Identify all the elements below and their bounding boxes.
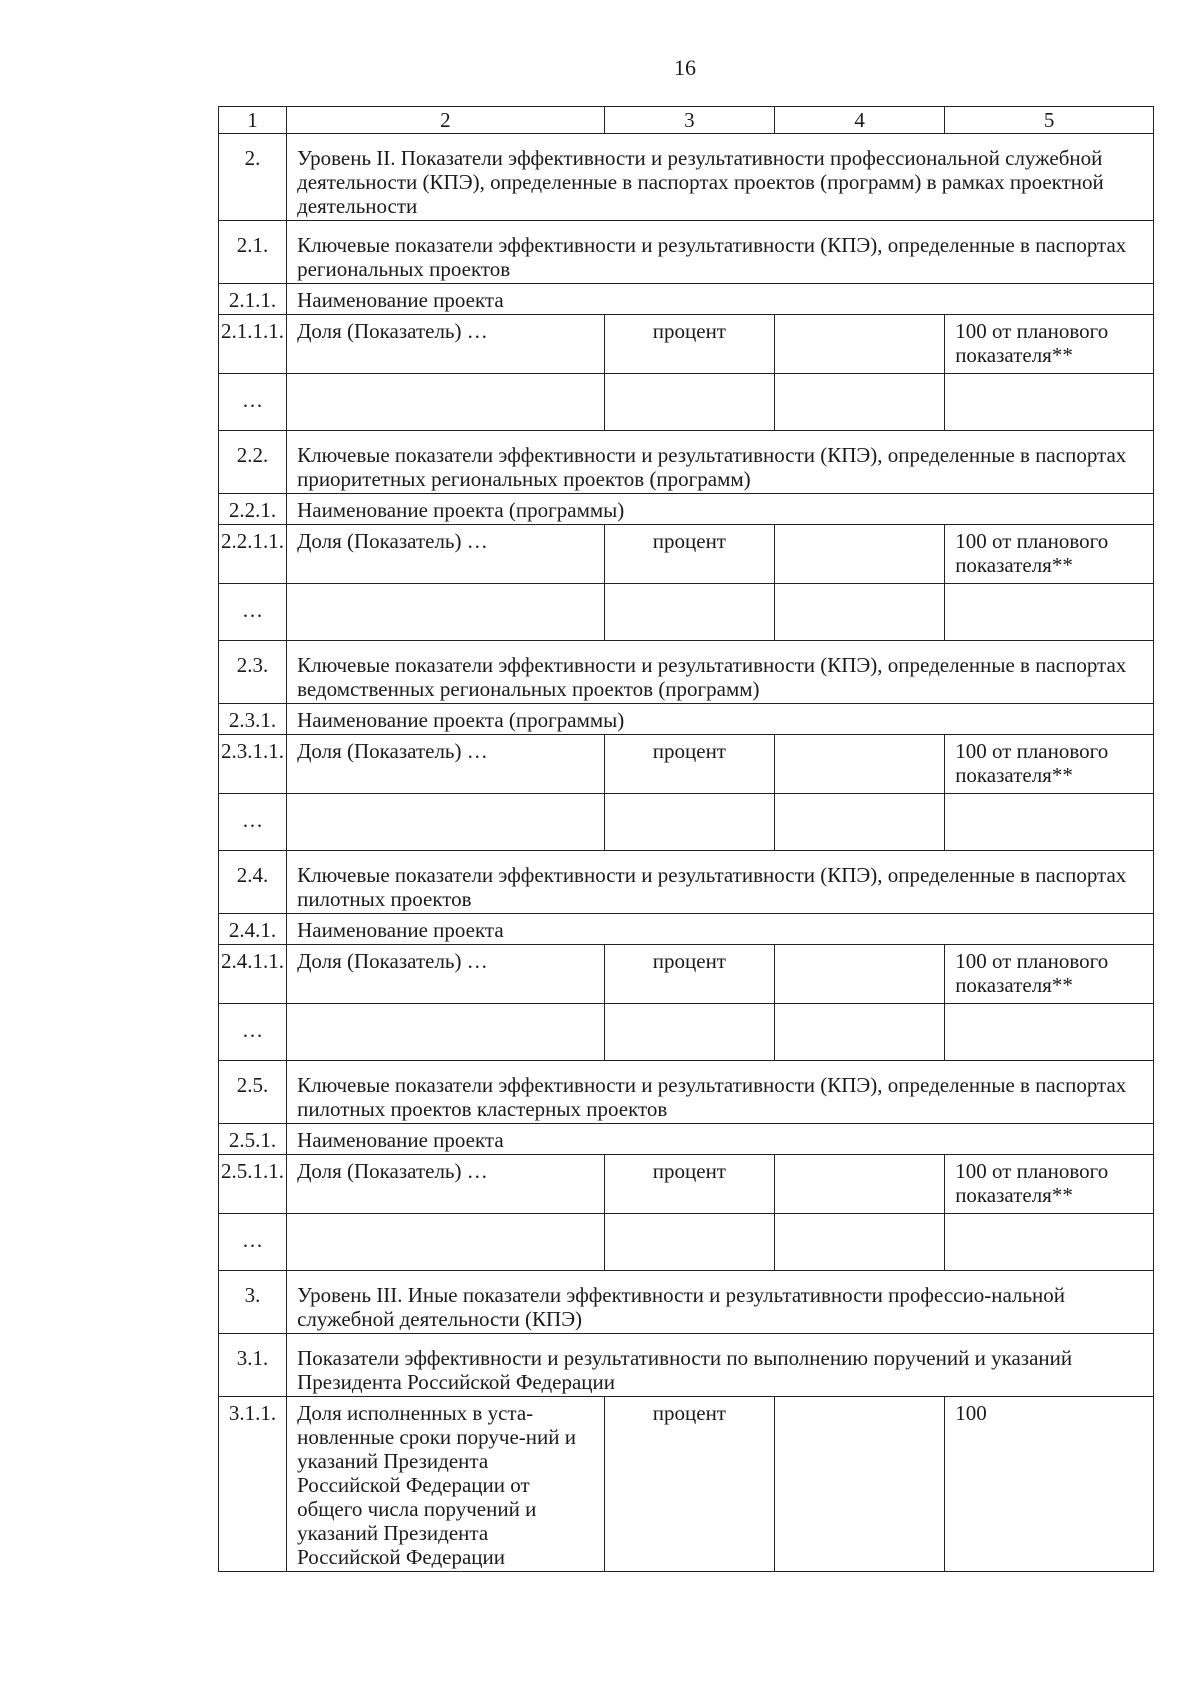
indicator-base-value <box>774 735 944 794</box>
empty-row <box>219 1004 1154 1061</box>
indicator-unit: процент <box>604 1155 774 1214</box>
indicator-base-value <box>774 315 944 374</box>
indicator-name: Доля (Показатель) … <box>287 735 605 794</box>
section-title: Ключевые показатели эффективности и результативности (КПЭ), определенные в паспортах региональных проектов <box>287 221 1154 284</box>
empty-cell <box>774 794 944 851</box>
row-number: 2.1.1.1. <box>219 315 287 374</box>
indicator-base-value <box>774 1397 944 1572</box>
indicator-target: 100 от планового показателя** <box>945 1155 1154 1214</box>
indicator-name: Доля (Показатель) … <box>287 525 605 584</box>
empty-cell <box>604 1004 774 1061</box>
indicator-target: 100 от планового показателя** <box>945 945 1154 1004</box>
empty-row <box>219 1214 1154 1271</box>
section-row <box>219 221 1154 284</box>
empty-cell <box>945 1004 1154 1061</box>
indicator-name: Доля (Показатель) … <box>287 315 605 374</box>
indicator-target: 100 от планового показателя** <box>945 525 1154 584</box>
project-name: Наименование проекта <box>287 914 1154 945</box>
indicator-unit: процент <box>604 735 774 794</box>
column-header-4: 4 <box>774 107 944 134</box>
row-number: 2.1. <box>219 221 287 284</box>
project-row <box>219 704 1154 735</box>
indicator-row <box>219 735 1154 794</box>
indicator-name: Доля исполненных в уста-новленные сроки поруче-ний и указаний Президента Российской Федерации от общего числа поручений и указаний Президента Российской Федерации <box>287 1397 605 1572</box>
empty-cell <box>287 374 605 431</box>
indicator-unit: процент <box>604 945 774 1004</box>
empty-cell <box>604 374 774 431</box>
indicator-row <box>219 315 1154 374</box>
empty-cell <box>287 584 605 641</box>
indicator-target: 100 от планового показателя** <box>945 735 1154 794</box>
project-row <box>219 914 1154 945</box>
project-row <box>219 494 1154 525</box>
project-row <box>219 1124 1154 1155</box>
indicator-base-value <box>774 525 944 584</box>
section-row <box>219 134 1154 221</box>
column-header-1: 1 <box>219 107 287 134</box>
row-number: 2.2. <box>219 431 287 494</box>
indicator-base-value <box>774 1155 944 1214</box>
project-name: Наименование проекта (программы) <box>287 704 1154 735</box>
project-row <box>219 284 1154 315</box>
empty-cell <box>287 1004 605 1061</box>
page-number: 16 <box>674 55 696 80</box>
row-number: … <box>219 374 287 431</box>
indicator-row <box>219 1155 1154 1214</box>
row-number: 3.1. <box>219 1334 287 1397</box>
row-number: 2. <box>219 134 287 221</box>
empty-cell <box>604 584 774 641</box>
project-name: Наименование проекта <box>287 284 1154 315</box>
section-title: Уровень III. Иные показатели эффективности и результативности профессио-нальной служебной деятельности (КПЭ) <box>287 1271 1154 1334</box>
row-number: 2.3.1.1. <box>219 735 287 794</box>
indicator-row <box>219 525 1154 584</box>
section-title: Ключевые показатели эффективности и результативности (КПЭ), определенные в паспортах приоритетных региональных проектов (программ) <box>287 431 1154 494</box>
row-number: 2.5. <box>219 1061 287 1124</box>
indicator-target: 100 <box>945 1397 1154 1572</box>
column-header-3: 3 <box>604 107 774 134</box>
section-row <box>219 1061 1154 1124</box>
empty-row <box>219 584 1154 641</box>
header-row <box>219 107 1154 134</box>
empty-cell <box>945 374 1154 431</box>
row-number: 2.4.1.1. <box>219 945 287 1004</box>
empty-cell <box>945 1214 1154 1271</box>
empty-row <box>219 794 1154 851</box>
column-header-2: 2 <box>287 107 605 134</box>
empty-cell <box>945 584 1154 641</box>
indicator-target: 100 от планового показателя** <box>945 315 1154 374</box>
row-number: 2.5.1.1. <box>219 1155 287 1214</box>
indicator-unit: процент <box>604 315 774 374</box>
section-row <box>219 641 1154 704</box>
row-number: 2.3.1. <box>219 704 287 735</box>
row-number: … <box>219 794 287 851</box>
row-number: 2.2.1.1. <box>219 525 287 584</box>
section-row <box>219 851 1154 914</box>
section-title: Ключевые показатели эффективности и результативности (КПЭ), определенные в паспортах пилотных проектов <box>287 851 1154 914</box>
empty-cell <box>604 794 774 851</box>
empty-row <box>219 374 1154 431</box>
row-number: 2.4.1. <box>219 914 287 945</box>
empty-cell <box>774 1004 944 1061</box>
indicator-base-value <box>774 945 944 1004</box>
empty-cell <box>945 794 1154 851</box>
row-number: 2.5.1. <box>219 1124 287 1155</box>
indicator-unit: процент <box>604 525 774 584</box>
row-number: … <box>219 1004 287 1061</box>
empty-cell <box>774 584 944 641</box>
project-name: Наименование проекта (программы) <box>287 494 1154 525</box>
row-number: 2.1.1. <box>219 284 287 315</box>
indicator-row <box>219 945 1154 1004</box>
section-row <box>219 1271 1154 1334</box>
table-body <box>219 134 1154 1572</box>
row-number: … <box>219 1214 287 1271</box>
table-header <box>219 107 1154 134</box>
indicator-name: Доля (Показатель) … <box>287 945 605 1004</box>
section-row <box>219 1334 1154 1397</box>
indicator-row <box>219 1397 1154 1572</box>
row-number: 2.2.1. <box>219 494 287 525</box>
section-title: Ключевые показатели эффективности и результативности (КПЭ), определенные в паспортах ведомственных региональных проектов (программ) <box>287 641 1154 704</box>
empty-cell <box>774 1214 944 1271</box>
kpi-table <box>218 106 1154 1572</box>
empty-cell <box>287 794 605 851</box>
empty-cell <box>774 374 944 431</box>
section-title: Уровень II. Показатели эффективности и результативности профессиональной служебной деятельности (КПЭ), определенные в паспортах проектов (программ) в рамках проектной деятельности <box>287 134 1154 221</box>
section-title: Показатели эффективности и результативности по выполнению поручений и указаний Президента Российской Федерации <box>287 1334 1154 1397</box>
row-number: 3. <box>219 1271 287 1334</box>
row-number: 2.3. <box>219 641 287 704</box>
indicator-name: Доля (Показатель) … <box>287 1155 605 1214</box>
empty-cell <box>287 1214 605 1271</box>
empty-cell <box>604 1214 774 1271</box>
section-title: Ключевые показатели эффективности и результативности (КПЭ), определенные в паспортах пилотных проектов кластерных проектов <box>287 1061 1154 1124</box>
column-header-5: 5 <box>945 107 1154 134</box>
indicator-unit: процент <box>604 1397 774 1572</box>
row-number: … <box>219 584 287 641</box>
row-number: 2.4. <box>219 851 287 914</box>
project-name: Наименование проекта <box>287 1124 1154 1155</box>
section-row <box>219 431 1154 494</box>
row-number: 3.1.1. <box>219 1397 287 1572</box>
